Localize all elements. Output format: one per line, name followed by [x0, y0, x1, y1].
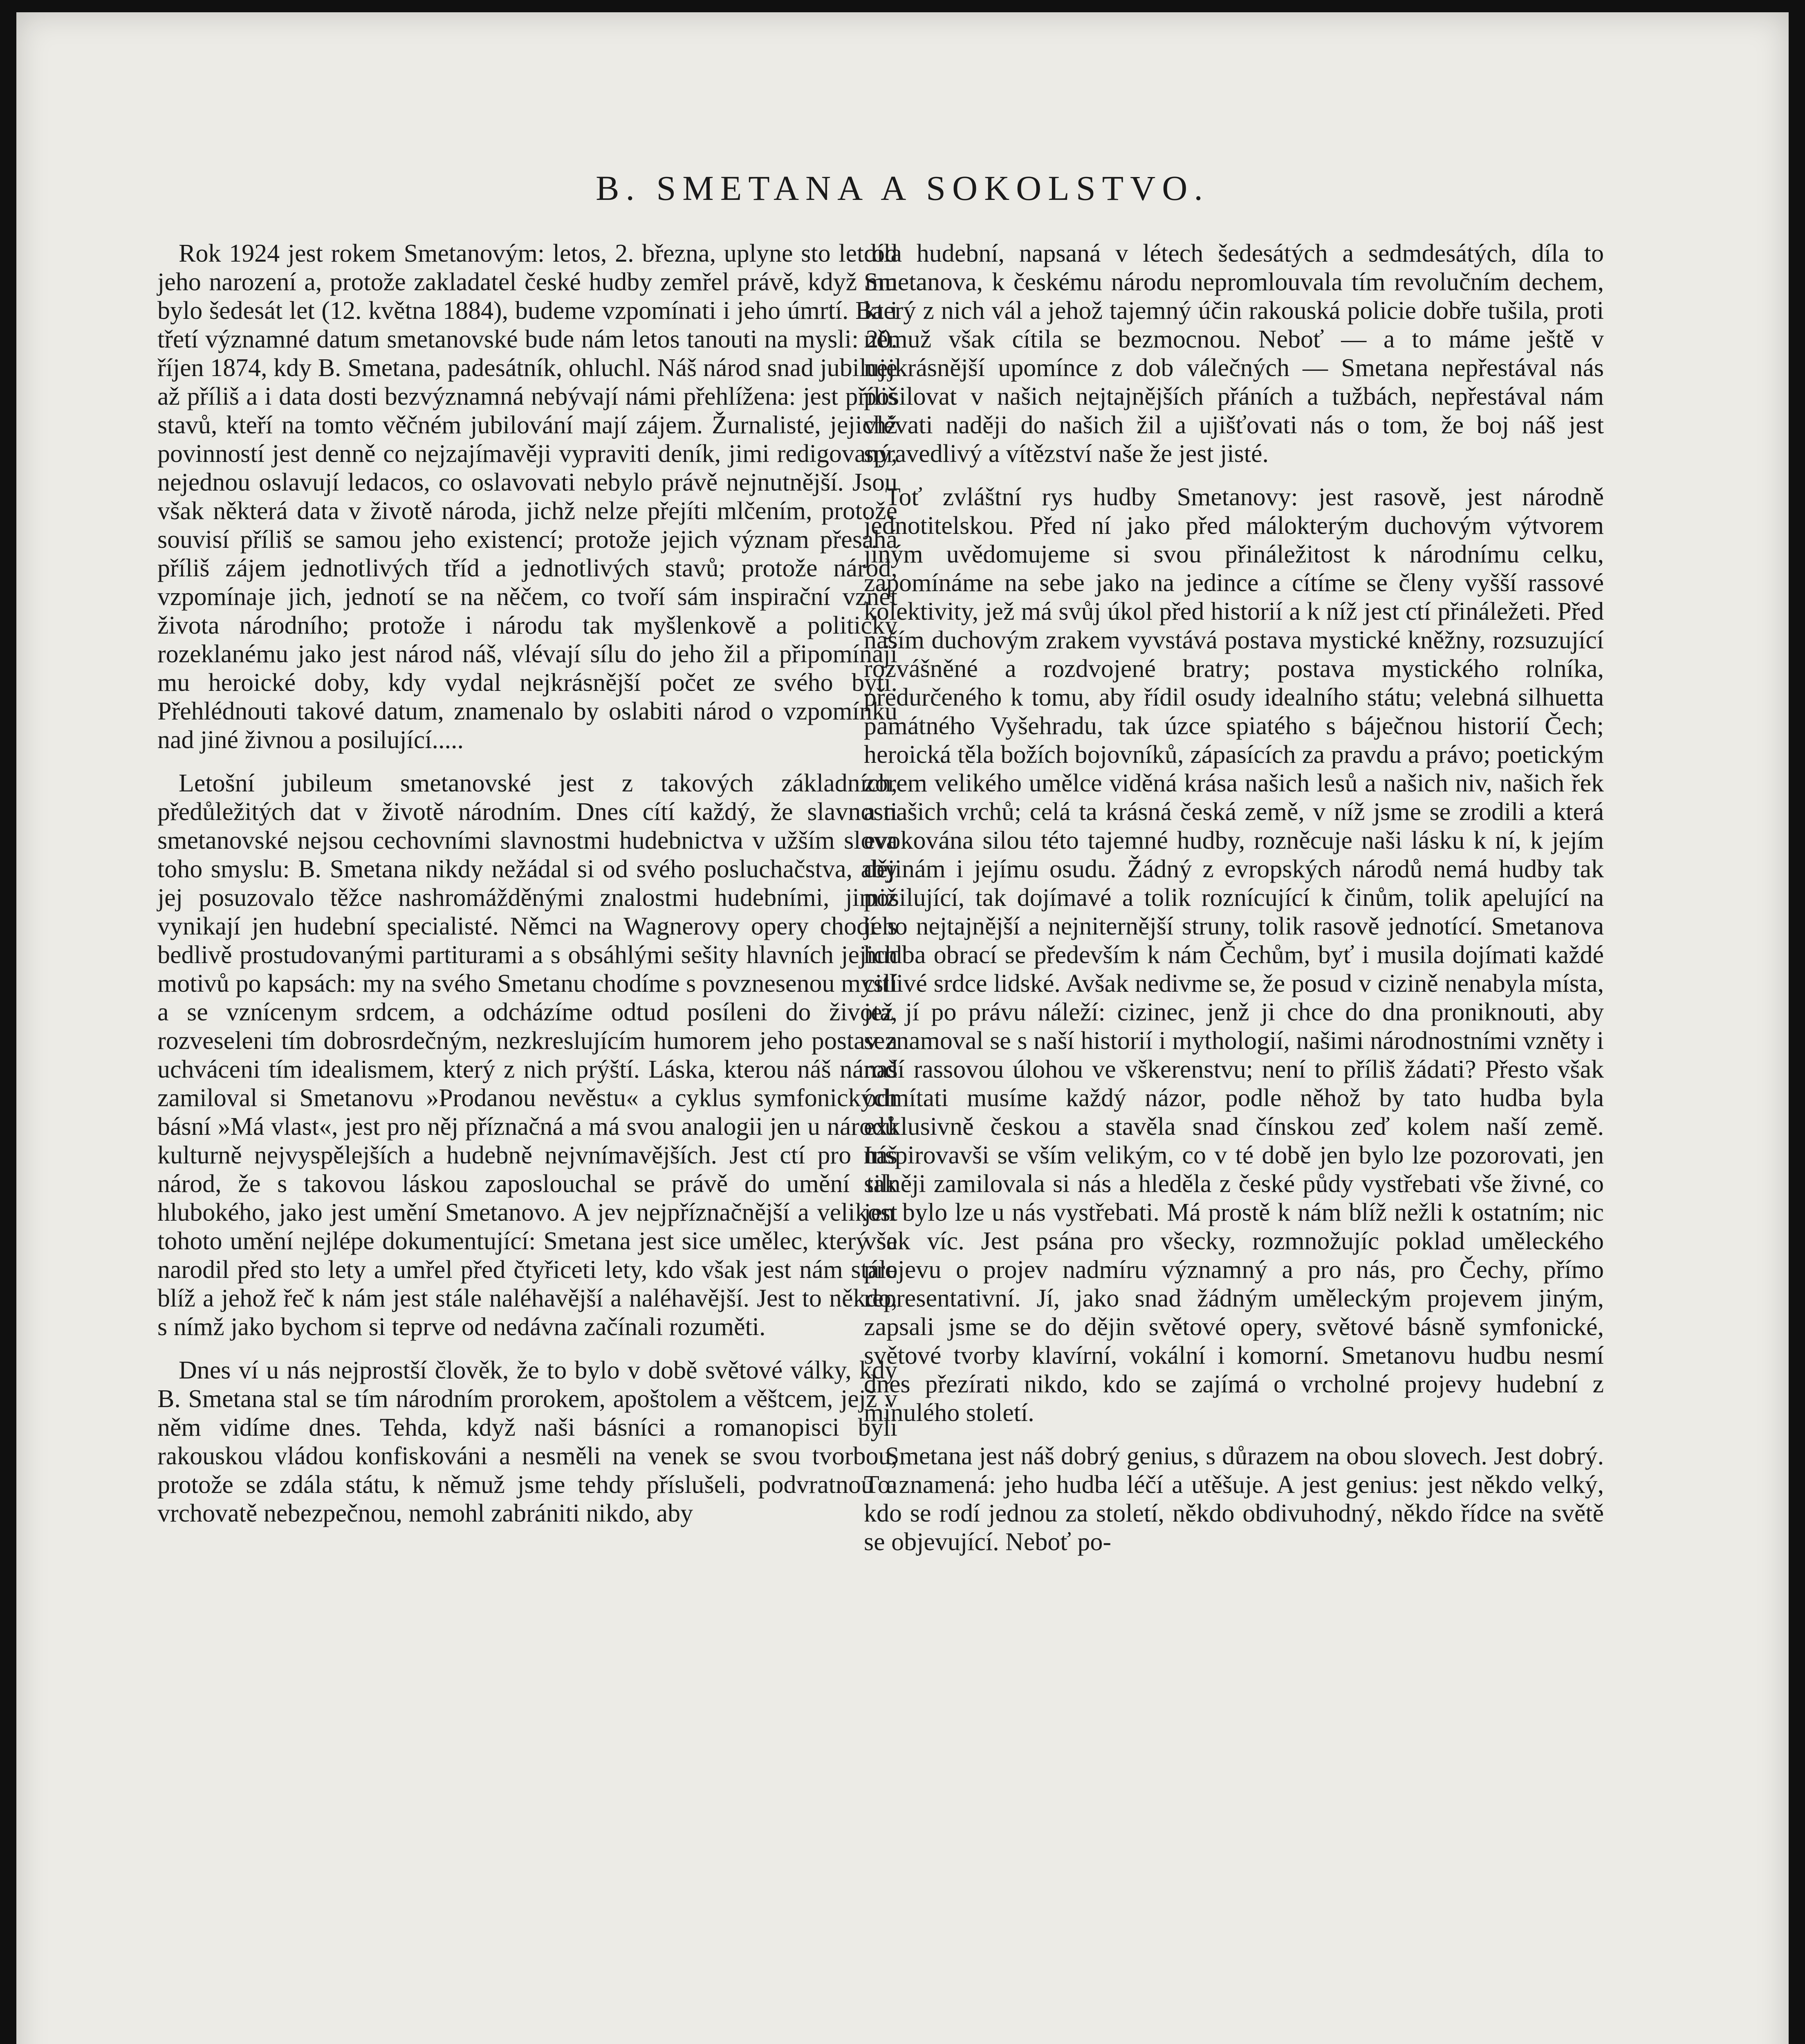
paragraph: Smetana jest náš dobrý genius, s důrazem na obou slovech. Jest dobrý. To znamená: jeho hudba léčí a utěšuje. A jest genius: jest někdo velký, kdo se rodí jednou za století, někdo obdivuhodný, někdo řídce na světě se objevující. Neboť po- — [864, 1442, 1604, 1556]
document-page — [16, 12, 1789, 2044]
text-column-left — [157, 239, 897, 1542]
paragraph: Toť zvláštní rys hudby Smetanovy: jest rasově, jest národně jednotitelskou. Před ní jako před málokterým duchovým výtvorem jiným uvědomujeme si svou přináležitost k národnímu celku, zapomínáme na sebe jako na jedince a cítíme se členy vyšší rassové kolektivity, jež má svůj úkol před historií a k níž jest ctí přináležeti. Před naším duchovým zrakem vyvstává postava mystické kněžny, rozsuzující rozvášněné a rozdvojené bratry; postava mystického rolníka, předurčeného k tomu, aby řídil osudy idealního státu; velebná silhuetta památného Vyšehradu, tak úzce spiatého s báječnou historií Čech; heroická těla božích bojovníků, zápasících za pravdu a právo; poetickým zorem velikého umělce viděná krása našich lesů a našich niv, našich řek a našich vrchů; celá ta krásná česká země, v níž jsme se zrodili a která evokována silou této tajemné hudby, rozněcuje naši lásku k ní, k jejím dějinám i jejímu osudu. Žádný z evropských národů nemá hudby tak posilující, tak dojímavé a tolik roznícující k činům, tolik apelující na jeho nejtajnější a nejniternější struny, tolik rasově jednotící. Smetanova hudba obrací se především k nám Čechům, byť i musila dojímati každé citlivé srdce lidské. Avšak nedivme se, že posud v cizině nenabyla místa, jež jí po právu náleží: cizinec, jenž ji chce do dna proniknouti, aby seznamoval se s naší historií i mythologií, našimi národnostními vznětу i naší rassovou úlohou ve vškerenstvu; není to příliš žádati? Přesto však odmítati musíme každý názor, podle něhož by tato hudba byla exklusivně českou a stavěla snad čínskou zeď kolem naší země. Inspirovavši se vším velikým, co v té době jen bylo lze pozorovati, jen silněji zamilovala si nás a hleděla z české půdy vystřebati vše živné, co jen bylo lze u nás vystřebati. Má prostě k nám blíž nežli k ostatním; nic však víc. Jest psána pro všecky, rozmnožujíc poklad uměleckého projevu o projev nadmíru významný a pro nás, pro Čechy, přímo representativní. Jí, jako snad žádným uměleckým projevem jiným, zapsali jsme se do dějin světové opery, světové básně symfonické, světové tvorby klavírní, vokální i komorní. Smetanovu hudbu nesmí dnes přezírati nikdo, kdo se zajímá o vrcholné projevy hudební z minulého století. — [864, 483, 1604, 1427]
paragraph: Letošní jubileum smetanovské jest z takových základních, předůležitých dat v životě národním. Dnes cítí každý, že slavnosti smetanovské nejsou cechovními slavnostmi hudebnictva v užším slova toho smyslu: B. Smetana nikdy nežádal si od svého posluchačstva, aby jej posuzovalo těžce nashromážděnými znalostmi hudebními, jimiž vynikají jen hudební specialisté. Němci na Wagnerovy opery chodí s bedlivě prostudovanými partiturami a s obsáhlými sešity hlavních jejich motivů po kapsách: my na svého Smetanu chodíme s povznesenou myslí a se vznícenym srdcem, a odcházíme odtud posíleni do života, rozveseleni tím dobrosrdečným, nezkreslujícím humorem jeho postav a uchváceni tím idealismem, který z nich prýští. Láska, kterou náš národ zamiloval si Smetanovu »Prodanou nevěstu« a cyklus symfonických básní »Má vlast«, jest pro něj příznačná a má svou analogii jen u národů kulturně nejvyspělejších a hudebně nejvnímavějších. Jest ctí pro náš národ, že s takovou láskou zaposlouchal se právě do umění tak hlubokého, jako jest umění Smetanovo. A jev nejpříznačnější a velikost tohoto umění nejlépe dokumentující: Smetana jest sice umělec, který se narodil před sto lety a umřel před čtyřiceti lety, kdo však jest nám stále blíž a jehož řeč k nám jest stále naléhavější a naléhavější. Jest to někdo, s nímž jako bychom si teprve od nedávna začínali rozuměti. — [157, 769, 897, 1341]
paragraph: díla hudební, napsaná v létech šedesátých a sedmdesátých, díla to Smetanova, k českému národu nepromlouvala tím revolučním dechem, který z nich vál a jehož tajemný účin rakouská policie dobře tušila, proti němuž však cítila se bezmocnou. Neboť — a to máme ještě v nejkrásnější upomínce z dob válečných — Smetana nepřestával nás posilovat v našich nejtajnějších přáních a tužbách, nepřestával nám vlévati naději do našich žil a ujišťovati nás o tom, že boj náš jest spravedlivý a vítězství naše že jest jisté. — [864, 240, 1604, 468]
paragraph: Dnes ví u nás nejprostší člověk, že to bylo v době světové války, kdy B. Smetana stal se tím národním prorokem, apoštolem a věštcem, jejž v něm vidíme dnes. Tehda, když naši básníci a romanopisci byli rakouskou vládou konfiskováni a nesměli na venek se svou tvorbou, protože se zdála státu, k němuž jsme tehdy příslušeli, podvratnou a vrchovatě nebezpečnou, nemohl zabrániti nikdo, aby — [157, 1356, 897, 1527]
text-column-right — [864, 239, 1604, 1571]
article-title: B. SMETANA A SOKOLSTVO. — [596, 168, 1209, 208]
paragraph: Rok 1924 jest rokem Smetanovým: letos, 2. března, uplyne sto let od jeho narození a, protože zakladatel české hudby zemřel právě, když mu bylo šedesát let (12. května 1884), budeme vzpomínati i jeho úmrtí. Ba i třetí významné datum smetanovské bude nám letos tanouti na mysli: 20. říjen 1874, kdy B. Smetana, padesátník, ohluchl. Náš národ snad jubiluje až příliš a i data dosti bezvýznamná nebývají námi přehlížena: jest příliš stavů, kteří na tomto věčném jubilování mají zájem. Žurnalisté, jejichž povinností jest denně co nejzajímavěji vypraviti deník, jimi redigovaný, nejednou oslavují ledacos, co oslavovati nebylo právě nejnutnější. Jsou však některá data v životě národa, jichž nelze přejíti mlčením, protože souvisí příliš se samou jeho existencí; protože jejich význam přesahá příliš zájem jednotlivých tříd a jednotlivých stavů; protože národ, vzpomínaje jich, jednotí se na něčem, co tvoří sám inspirační vznět života národního; protože i národu tak myšlenkově a politicky rozeklanému jako jest národ náš, vlévají sílu do jeho žil a připomínají mu heroické doby, kdy vydal nejkrásnější počet ze svého bytí. Přehlédnouti takové datum, znamenalo by oslabiti národ o vzpomínku nad jiné živnou a posilující..... — [157, 240, 897, 754]
